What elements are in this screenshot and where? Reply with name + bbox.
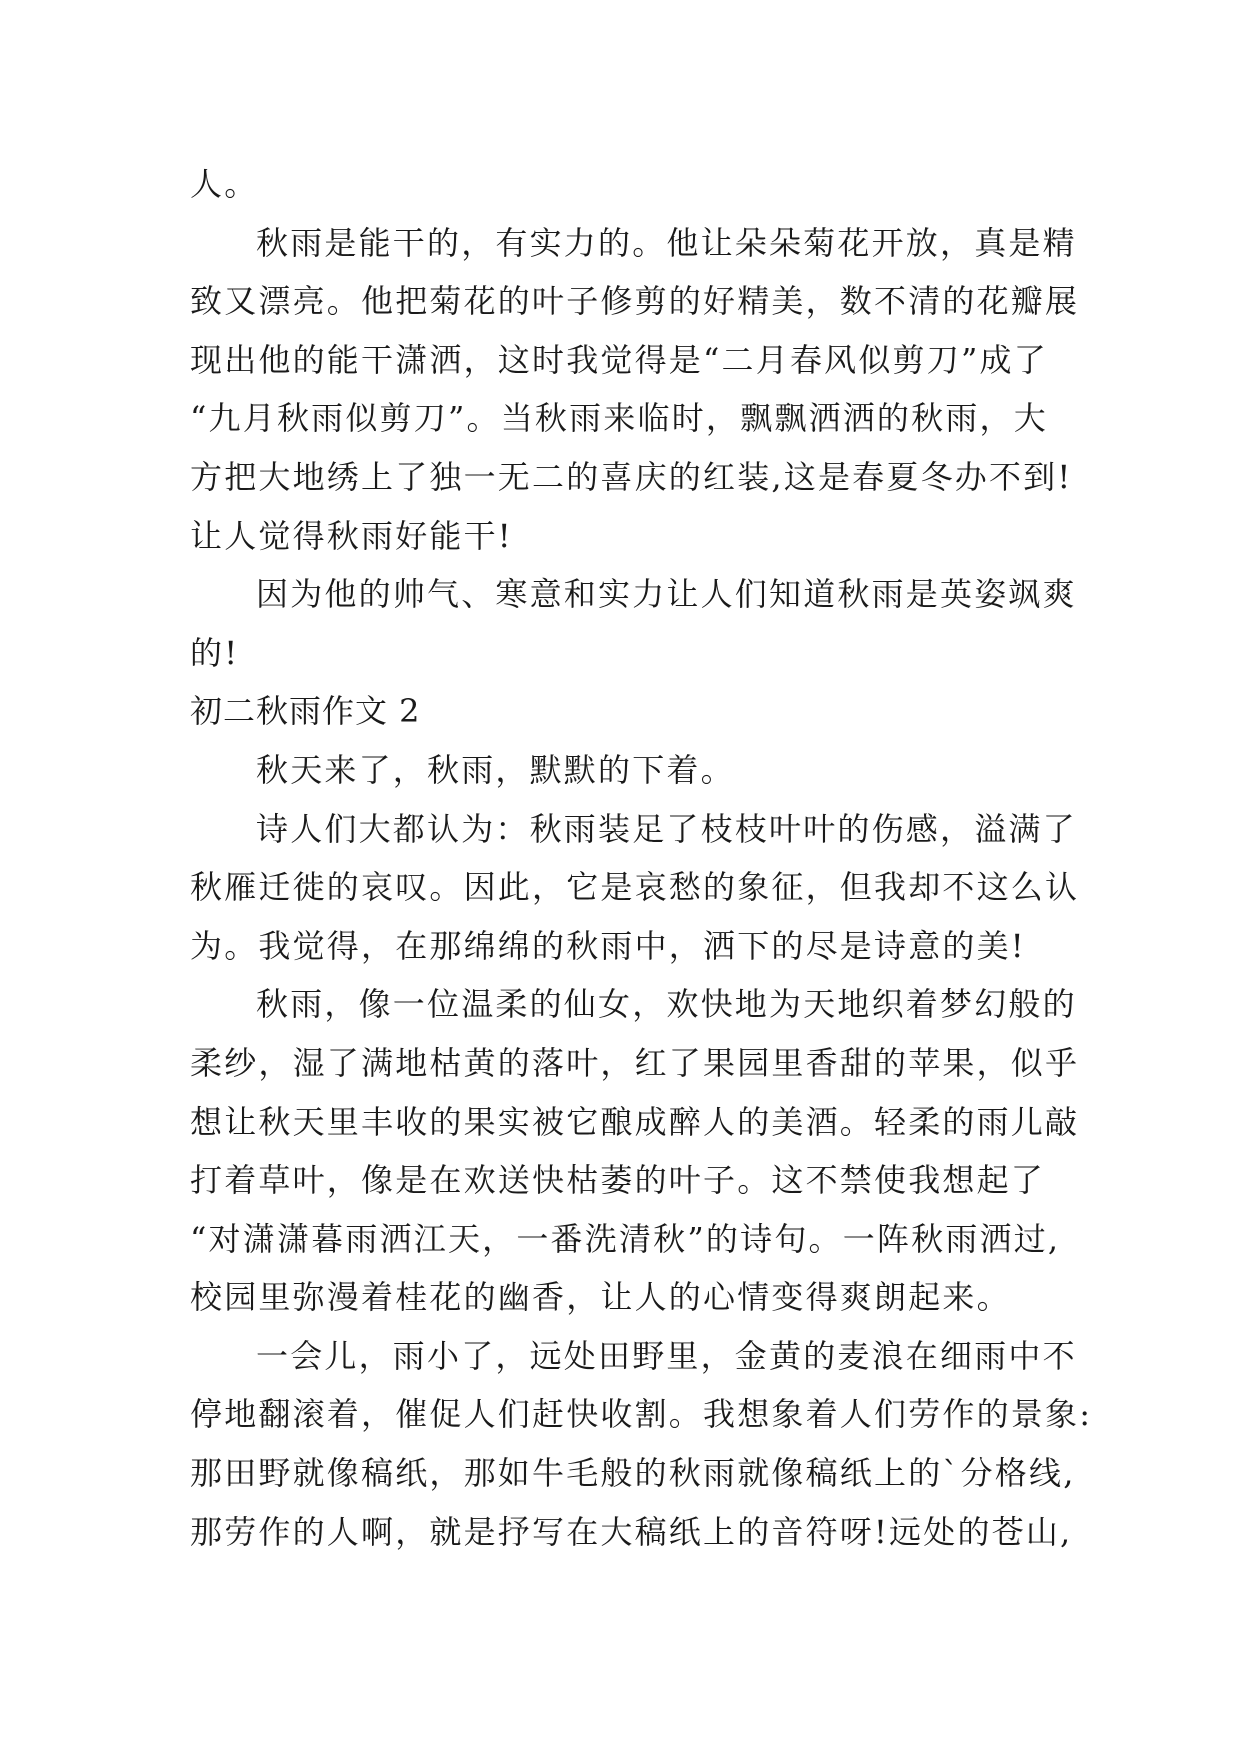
text-line: 停地翻滚着，催促人们赶快收割。我想象着人们劳作的景象: — [190, 1395, 1093, 1434]
text-line: 柔纱，湿了满地枯黄的落叶，红了果园里香甜的苹果，似乎 — [190, 1043, 1080, 1082]
text-line: 那劳作的人啊，就是抒写在大稿纸上的音符呀!远处的苍山, — [190, 1512, 1073, 1551]
text-line: “九月秋雨似剪刀”。当秋雨来临时，飘飘洒洒的秋雨，大 — [190, 399, 1048, 438]
paragraph-line: 秋雨是能干的，有实力的。他让朵朵菊花开放，真是精 — [256, 223, 1077, 262]
paragraph-line: 秋天来了，秋雨，默默的下着。 — [256, 750, 735, 789]
section-heading: 初二秋雨作文 2 — [190, 692, 421, 731]
text-line: 秋雁迁徙的哀叹。因此，它是哀愁的象征，但我却不这么认 — [190, 868, 1080, 907]
text-line: 让人觉得秋雨好能干! — [190, 516, 513, 555]
text-line: 致又漂亮。他把菊花的叶子修剪的好精美，数不清的花瓣展 — [190, 282, 1080, 321]
text-line: 现出他的能干潇洒，这时我觉得是“二月春风似剪刀”成了 — [190, 340, 1048, 379]
text-line: 的! — [190, 633, 240, 672]
text-line: “对潇潇暮雨洒江天，一番洗清秋”的诗句。一阵秋雨洒过, — [190, 1219, 1061, 1258]
text-line: 方把大地绣上了独一无二的喜庆的红装,这是春夏冬办不到! — [190, 457, 1073, 496]
text-line: 为。我觉得，在那绵绵的秋雨中，洒下的尽是诗意的美! — [190, 926, 1026, 965]
document-page — [190, 155, 1093, 1561]
text-line: 打着草叶，像是在欢送快枯萎的叶子。这不禁使我想起了 — [190, 1161, 1046, 1200]
text-line: 校园里弥漫着桂花的幽香，让人的心情变得爽朗起来。 — [190, 1278, 1011, 1317]
paragraph-line: 秋雨，像一位温柔的仙女，欢快地为天地织着梦幻般的 — [256, 985, 1077, 1024]
paragraph-line: 诗人们大都认为：秋雨装足了枝枝叶叶的伤感，溢满了 — [256, 809, 1077, 848]
paragraph-line: 因为他的帅气、寒意和实力让人们知道秋雨是英姿飒爽 — [256, 575, 1077, 614]
text-line: 想让秋天里丰收的果实被它酿成醉人的美酒。轻柔的雨儿敲 — [190, 1102, 1080, 1141]
paragraph-line: 一会儿，雨小了，远处田野里，金黄的麦浪在细雨中不 — [256, 1336, 1077, 1375]
text-line: 人。 — [190, 165, 259, 203]
text-line: 那田野就像稿纸，那如牛毛般的秋雨就像稿纸上的`分格线, — [190, 1454, 1076, 1493]
